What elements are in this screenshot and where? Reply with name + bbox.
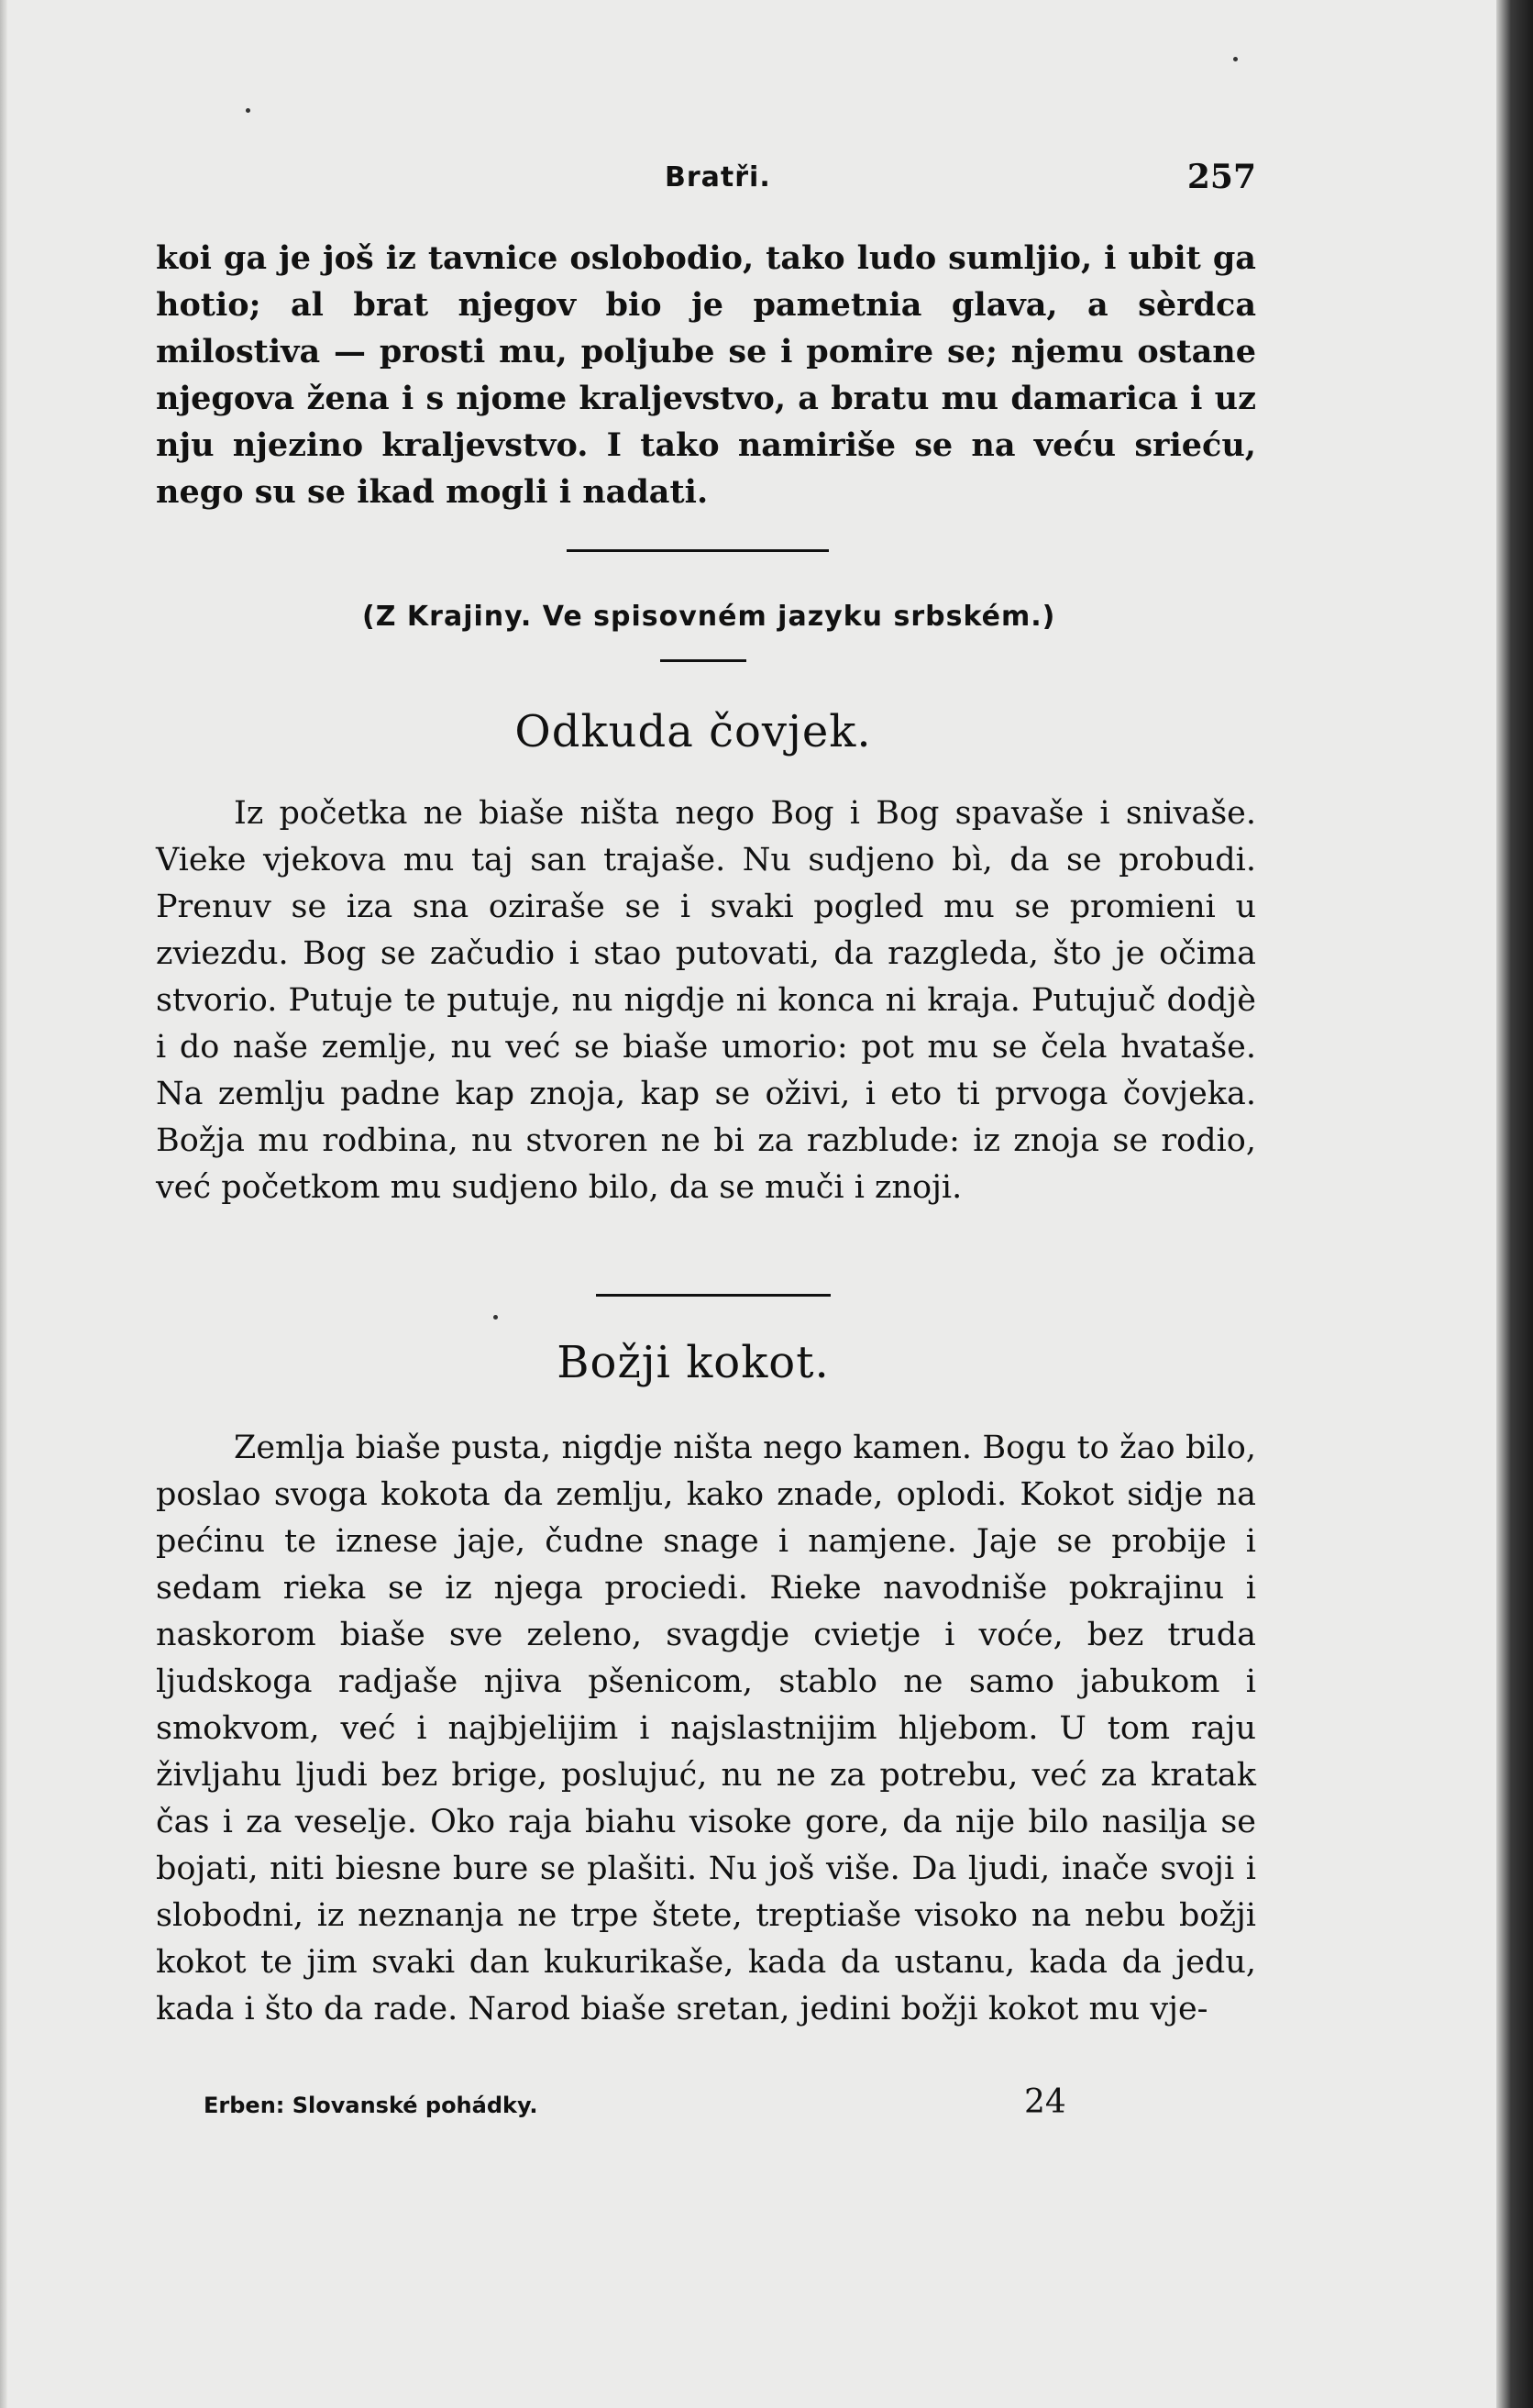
page-binding-shadow	[1496, 0, 1533, 2408]
section-rule	[567, 549, 829, 552]
page-number: 257	[1186, 158, 1256, 196]
page-header	[156, 154, 1256, 200]
footer-source: Erben: Slovanské pohádky.	[204, 2093, 538, 2118]
running-head: Bratři.	[665, 161, 771, 193]
continuation-paragraph	[156, 235, 1256, 515]
ink-speck	[1233, 57, 1238, 61]
ink-speck	[493, 1315, 498, 1320]
source-note: (Z Krajiny. Ve spisovném jazyku srbském.)	[362, 601, 1056, 633]
short-rule	[660, 659, 746, 662]
section-rule	[596, 1294, 831, 1297]
paragraph-text: Zemlja biaše pusta, nigdje ništa nego kamen. Bogu to žao bilo, poslao svoga kokota da zemlju, kako znade, oplodi. Kokot sidje na pećinu te iznese jaje, čudne snage i namjene. Jaje se probije i sedam rieka se iz njega prociedi. Rieke navodniše pokrajinu i naskorom biaše sve zeleno, svagdje cvietje i voće, bez truda ljudskoga radjaše njiva pšenicom, stablo ne samo jabukom i smokvom, već i najbjelijim i najslastnijim hljebom. U tom raju življahu ljudi bez brige, poslujuć, nu ne za potrebu, već za kratak čas i za veselje. Oko raja biahu visoke gore, da nije bilo nasilja se bojati, niti biesne bure se plašiti. Nu još više. Da ljudi, inače svoji i slobodni, iz neznanja ne trpe štete, treptiaše visoko na nebu božji kokot te jim svaki dan kukurikaše, kada da ustanu, kada da jedu, kada i što da rade. Narod biaše sretan, jedini božji kokot mu vje-	[156, 1430, 1256, 2027]
signature-mark: 24	[1024, 2083, 1066, 2121]
page-left-edge	[0, 0, 7, 2408]
story-title-odkuda: Odkuda čovjek.	[514, 706, 872, 757]
kokot-paragraph	[156, 1425, 1256, 2033]
odkuda-paragraph	[156, 790, 1256, 1211]
page-footer	[204, 2080, 1120, 2126]
paragraph-text: koi ga je još iz tavnice oslobodio, tako ludo sumljio, i ubit ga hotio; al brat njegov bio je pametnia glava, a sèrdca milostiva — prosti mu, poljube se i pomire se; njemu ostane njegova žena i s njome kraljevstvo, a bratu mu damarica i uz nju njezino kraljevstvo. I tako namiriše se na veću srieću, nego su se ikad mogli i nadati.	[156, 239, 1256, 511]
ink-speck	[246, 108, 250, 113]
story-title-kokot: Božji kokot.	[557, 1337, 830, 1388]
paragraph-text: Iz početka ne biaše ništa nego Bog i Bog spavaše i snivaše. Vieke vjekova mu taj san trajaše. Nu sudjeno bì, da se probudi. Prenuv se iza sna oziraše se i svaki pogled mu se promieni u zviezdu. Bog se začudio i stao putovati, da razgleda, što je očima stvorio. Putuje te putuje, nu nigdje ni konca ni kraja. Putujuč dodjè i do naše zemlje, nu već se biaše umorio: pot mu se čela hvataše. Na zemlju padne kap znoja, kap se oživi, i eto ti prvoga čovjeka. Božja mu rodbina, nu stvoren ne bi za razblude: iz znoja se rodio, već početkom mu sudjeno bilo, da se muči i znoji.	[156, 795, 1256, 1206]
